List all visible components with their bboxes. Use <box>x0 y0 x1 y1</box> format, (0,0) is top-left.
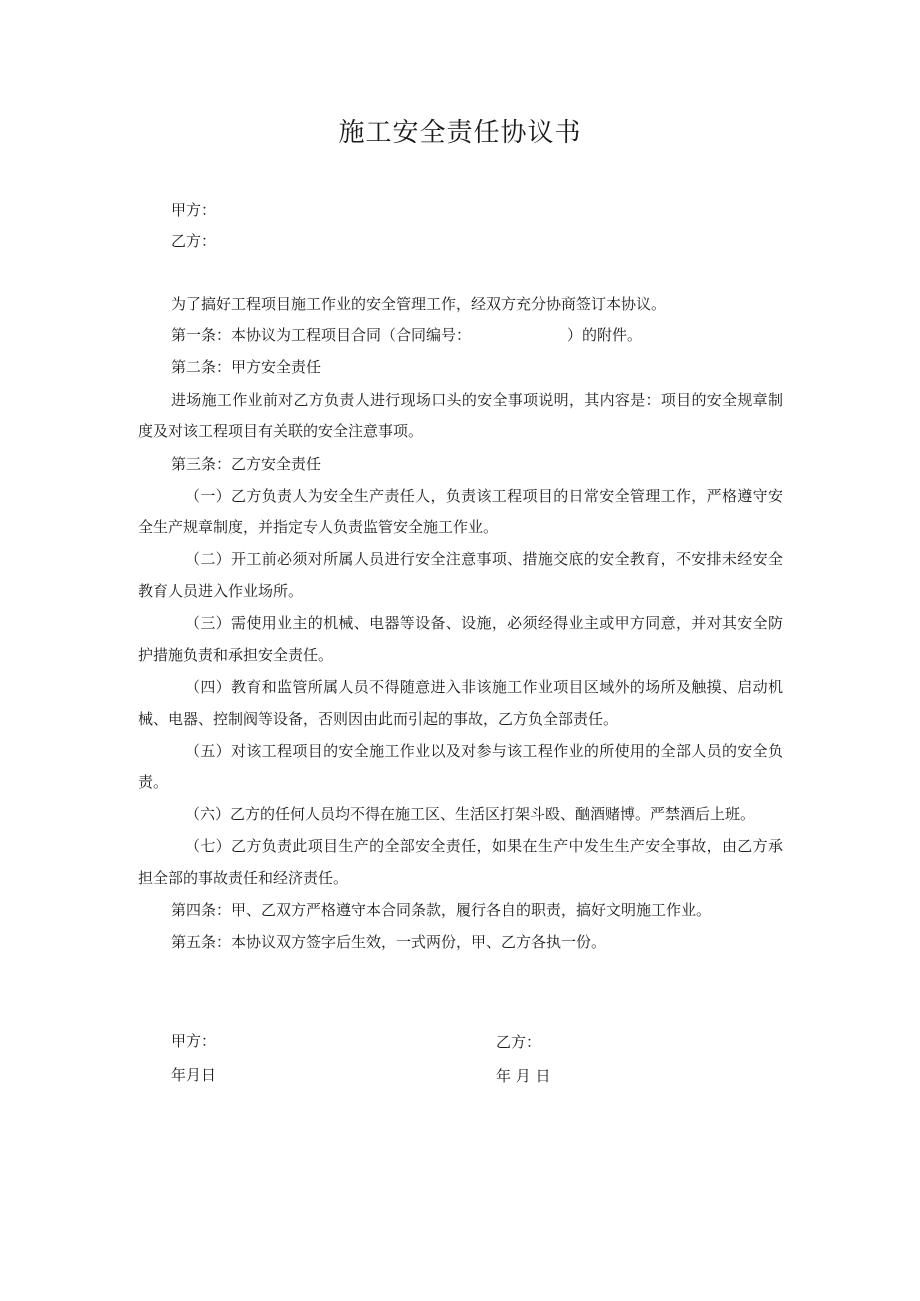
article-5: 第五条：本协议双方签字后生效，一式两份，甲、乙方各执一份。 <box>171 933 607 951</box>
item-4-line-2: 械、电器、控制阀等设备，否则因由此而引起的事故，乙方负全部责任。 <box>138 710 619 728</box>
item-5-line-2: 责。 <box>138 773 169 791</box>
signature-party-b-label: 乙方： <box>496 1033 542 1051</box>
item-2-line-1: （二）开工前必须对所属人员进行安全注意事项、措施交底的安全教育，不安排未经安全 <box>185 550 783 568</box>
article-4: 第四条：甲、乙双方严格遵守本合同条款，履行各自的职责，搞好文明施工作业。 <box>171 901 712 919</box>
item-5-line-1: （五）对该工程项目的安全施工作业以及对参与该工程作业的所使用的全部人员的安全负 <box>185 742 783 760</box>
article-2-body-line-1: 进场施工作业前对乙方负责人进行现场口头的安全事项说明，其内容是：项目的安全规章制 <box>171 391 783 409</box>
signature-party-b-date: 年 月 日 <box>496 1067 551 1085</box>
item-3-line-2: 护措施负责和承担安全责任。 <box>138 646 334 664</box>
party-a-label: 甲方： <box>171 201 217 219</box>
item-3-line-1: （三）需使用业主的机械、电器等设备、设施，必须经得业主或甲方同意，并对其安全防 <box>185 614 783 632</box>
document-title: 施工安全责任协议书 <box>338 118 582 148</box>
item-2-line-2: 教育人员进入作业场所。 <box>138 582 304 600</box>
item-7-line-1: （七）乙方负责此项目生产的全部安全责任，如果在生产中发生生产安全事故，由乙方承 <box>185 837 783 855</box>
party-b-label: 乙方： <box>171 232 217 250</box>
item-1-line-2: 全生产规章制度，并指定专人负责监管安全施工作业。 <box>138 518 499 536</box>
item-6-line-1: （六）乙方的任何人员均不得在施工区、生活区打架斗殴、酗酒赌博。严禁酒后上班。 <box>185 805 756 823</box>
item-4-line-1: （四）教育和监管所属人员不得随意进入非该施工作业项目区域外的场所及触摸、启动机 <box>185 678 783 696</box>
article-1 <box>138 320 783 351</box>
item-1-line-1: （一）乙方负责人为安全生产责任人，负责该工程项目的日常安全管理工作，严格遵守安 <box>185 487 783 505</box>
item-7-line-2: 担全部的事故责任和经济责任。 <box>138 869 349 887</box>
signature-party-a-date: 年月日 <box>171 1066 217 1084</box>
article-2-heading: 第二条：甲方安全责任 <box>171 358 322 376</box>
article-1-suffix: ）的附件。 <box>567 326 643 344</box>
article-2-body-line-2: 度及对该工程项目有关联的安全注意事项。 <box>138 422 424 440</box>
article-1-prefix: 第一条：本协议为工程项目合同（合同编号： <box>171 326 472 344</box>
signature-party-a-label: 甲方： <box>171 1032 217 1050</box>
intro-paragraph: 为了搞好工程项目施工作业的安全管理工作，经双方充分协商签订本协议。 <box>171 295 667 313</box>
article-3-heading: 第三条：乙方安全责任 <box>171 455 322 473</box>
